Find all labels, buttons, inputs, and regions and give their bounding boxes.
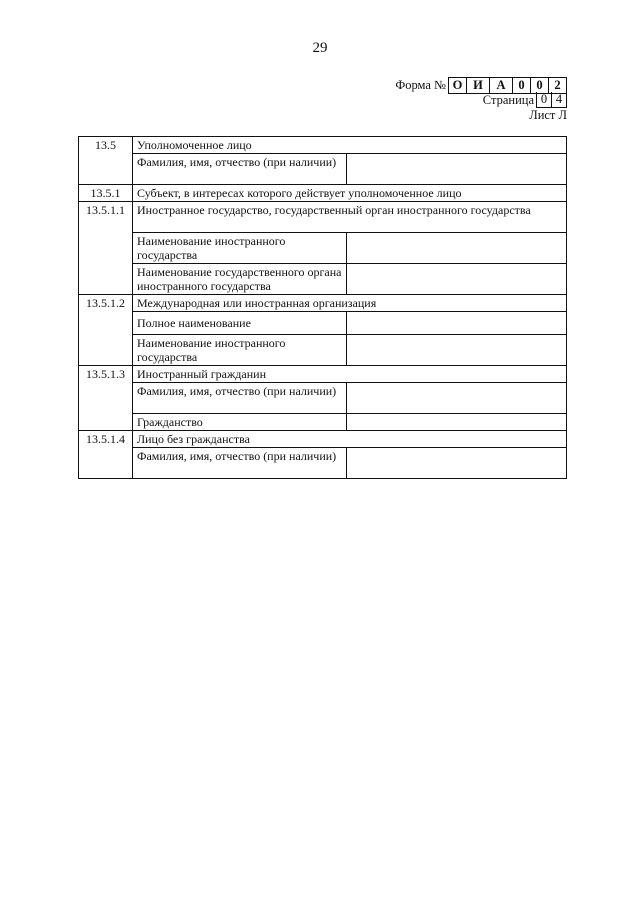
form-code-cell: А xyxy=(489,78,512,93)
table-row xyxy=(79,383,567,414)
field-value[interactable] xyxy=(347,383,567,414)
section-number: 13.5.1.3 xyxy=(79,366,133,431)
field-label: Наименование государственного органа иностранного государства xyxy=(133,264,347,295)
table-row xyxy=(79,264,567,295)
table-row xyxy=(79,154,567,185)
section-number: 13.5.1.1 xyxy=(79,202,133,295)
section-title: Лицо без гражданства xyxy=(133,431,567,448)
section-number: 13.5.1.4 xyxy=(79,431,133,479)
section-number: 13.5.1.2 xyxy=(79,295,133,366)
field-value[interactable] xyxy=(347,312,567,335)
field-label: Наименование иностранного государства xyxy=(133,233,347,264)
field-value[interactable] xyxy=(347,414,567,431)
field-value[interactable] xyxy=(347,335,567,366)
form-table xyxy=(78,136,567,479)
section-title: Уполномоченное лицо xyxy=(133,137,567,154)
page-digit: 4 xyxy=(551,92,566,107)
section-title: Иностранный гражданин xyxy=(133,366,567,383)
field-value[interactable] xyxy=(347,154,567,185)
table-row xyxy=(79,335,567,366)
table-row xyxy=(79,295,567,312)
table-row xyxy=(79,202,567,233)
field-label: Полное наименование xyxy=(133,312,347,335)
table-row xyxy=(79,414,567,431)
field-value[interactable] xyxy=(347,264,567,295)
field-label: Фамилия, имя, отчество (при наличии) xyxy=(133,383,347,414)
sheet-label: Лист Л xyxy=(529,108,567,122)
section-number: 13.5.1 xyxy=(79,185,133,202)
section-title: Субъект, в интересах которого действует уполномоченное лицо xyxy=(133,185,567,202)
section-title: Международная или иностранная организация xyxy=(133,295,567,312)
table-row xyxy=(79,233,567,264)
field-value[interactable] xyxy=(347,233,567,264)
page-field-label: Страница xyxy=(482,92,534,107)
page-number: 29 xyxy=(312,40,328,56)
form-code-cell: И xyxy=(466,78,489,93)
field-label: Наименование иностранного государства xyxy=(133,335,347,366)
section-number: 13.5 xyxy=(79,137,133,185)
field-label: Фамилия, имя, отчество (при наличии) xyxy=(133,154,347,185)
section-title: Иностранное государство, государственный орган иностранного государства xyxy=(133,202,567,233)
form-code-cell: 0 xyxy=(512,78,530,93)
field-value[interactable] xyxy=(347,448,567,479)
table-row xyxy=(79,448,567,479)
page-field-cells xyxy=(536,92,567,108)
form-code-cell: 0 xyxy=(530,78,548,93)
table-row xyxy=(79,431,567,448)
table-row xyxy=(79,312,567,335)
page-field xyxy=(483,92,567,108)
field-label: Фамилия, имя, отчество (при наличии) xyxy=(133,448,347,479)
form-code-cell: О xyxy=(452,78,463,92)
form-code-cell: 2 xyxy=(548,78,566,93)
field-label: Гражданство xyxy=(133,414,347,431)
table-row xyxy=(79,137,567,154)
page-digit: 0 xyxy=(540,92,548,106)
form-label: Форма № xyxy=(395,78,446,92)
table-row xyxy=(79,185,567,202)
table-row xyxy=(79,366,567,383)
